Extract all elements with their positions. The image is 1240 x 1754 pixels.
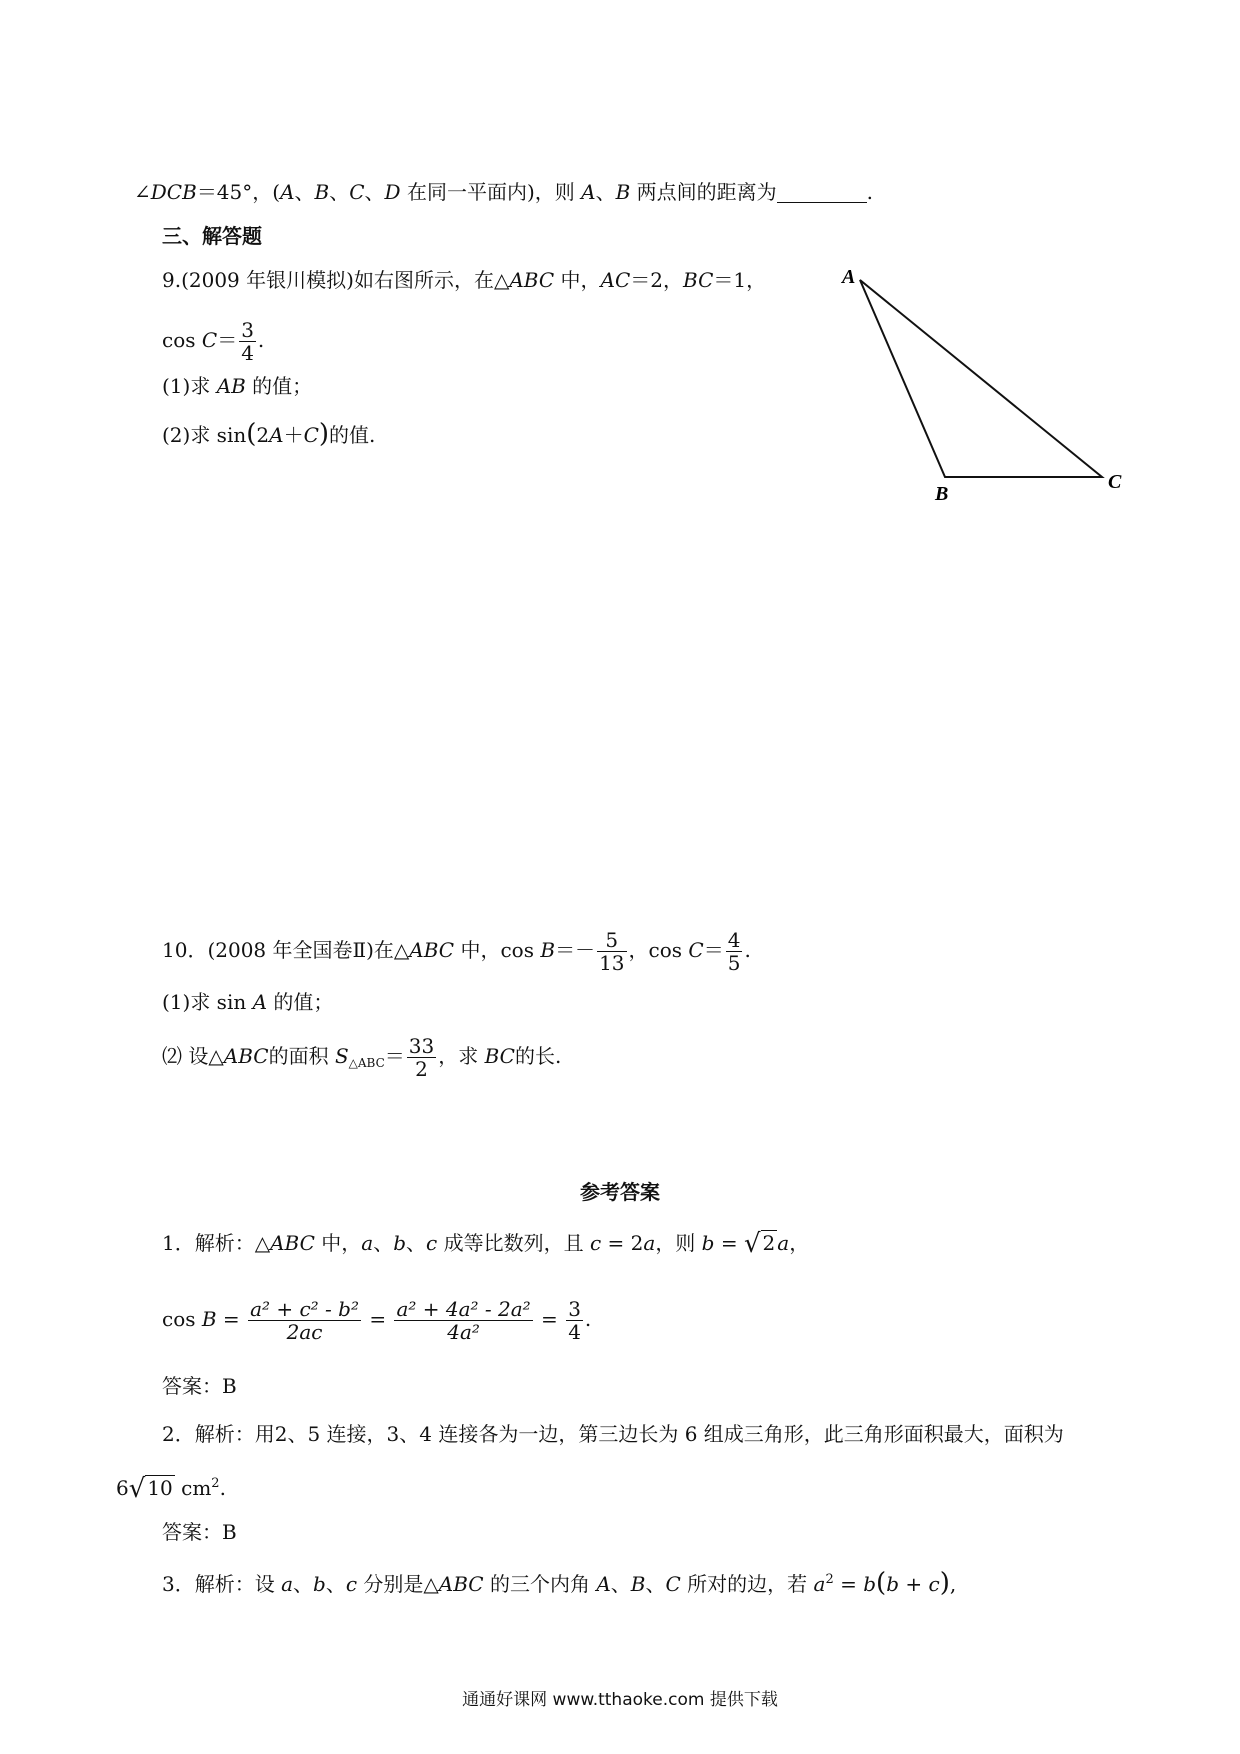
q9-part1 [162, 372, 312, 400]
part1-suffix: 的值； [267, 990, 334, 1014]
q10-part2 [162, 1030, 561, 1089]
var-c: C [349, 180, 365, 204]
sep: 、 [373, 1231, 394, 1255]
sqrt-2 [743, 1229, 777, 1259]
var-a: a [361, 1231, 374, 1255]
sep: 、 [406, 1231, 427, 1255]
var-b: B [314, 180, 330, 204]
plus: ＋ [283, 423, 304, 447]
a3-t2: 的三个内角 [483, 1572, 597, 1596]
sep: 、 [595, 180, 616, 204]
denominator: 4a² [447, 1320, 480, 1344]
vertex-b-label: B [935, 483, 949, 505]
answers-title: 参考答案 [580, 1180, 660, 1204]
fraction-33-2 [407, 1035, 436, 1080]
part1-prefix: (1)求 [162, 374, 217, 398]
eq: ＝ [384, 1044, 405, 1068]
answer-blank [777, 182, 867, 203]
radical-sign: √ [128, 1474, 146, 1504]
var-c: C [201, 328, 218, 352]
triangle-figure [830, 255, 1160, 505]
vertex-a-label: A [842, 266, 856, 288]
radical-sign: √ [743, 1229, 761, 1259]
answer3-line1 [162, 1566, 956, 1598]
var-c: C [665, 1572, 681, 1596]
cos-text: cos [162, 1307, 202, 1331]
comma: , [949, 1572, 957, 1596]
period: . [584, 1307, 592, 1331]
var-s: S [334, 1044, 349, 1068]
denominator: 2 [415, 1057, 428, 1081]
fraction-law-of-cosines [248, 1298, 361, 1343]
a3-t3: 所对的边，若 [680, 1572, 814, 1596]
var-b: b [701, 1231, 715, 1255]
var-a: A [280, 180, 295, 204]
a1-t4: ，则 [655, 1231, 702, 1255]
var-b: b [886, 1572, 900, 1596]
var-c: c [589, 1231, 602, 1255]
cos-text: cos [162, 328, 202, 352]
part2-ask: ，求 [438, 1044, 485, 1068]
part1-prefix: (1)求 sin [162, 990, 253, 1014]
a1-t3: = 2 [601, 1231, 644, 1255]
var-a: A [581, 180, 596, 204]
eq: ＝ [217, 328, 238, 352]
a3-prefix: 3．解析：设 [162, 1572, 282, 1596]
sep: 、 [325, 1572, 346, 1596]
sqrt-10 [128, 1474, 175, 1504]
denominator: 4 [241, 341, 254, 365]
var-ac: AC [600, 268, 631, 292]
paren-close: ) [939, 1568, 950, 1598]
var-b: b [393, 1231, 407, 1255]
eq-neg: ＝－ [555, 938, 596, 962]
denominator: 5 [727, 951, 741, 975]
var-c: C [688, 938, 704, 962]
sep: 、 [645, 1572, 666, 1596]
var-a: a [281, 1572, 294, 1596]
answer1-result: 答案：B [162, 1374, 237, 1398]
period: . [257, 328, 265, 352]
sep: 、 [329, 180, 350, 204]
radicand: 10 [147, 1476, 173, 1500]
part2-prefix: (2)求 sin [162, 423, 247, 447]
sep: 、 [610, 1572, 631, 1596]
q10-prefix: 10．(2008 年全国卷Ⅱ)在△ [162, 938, 410, 962]
var-a: a [643, 1231, 656, 1255]
a1-prefix: 1．解析：△ [162, 1231, 271, 1255]
a1-t5: = [714, 1231, 744, 1255]
q9-part2 [162, 420, 375, 449]
var-abc: ABC [438, 1572, 484, 1596]
answer2-line2 [116, 1470, 226, 1502]
var-c: c [426, 1231, 438, 1255]
q10-part1 [162, 988, 333, 1016]
q9-eq1: ＝1， [713, 268, 767, 292]
part2-prefix: ⑵ 设△ [162, 1044, 224, 1068]
eq: = [833, 1572, 864, 1596]
dcb-line [134, 178, 873, 206]
var-bc: BC [683, 268, 714, 292]
eq: = [216, 1307, 247, 1331]
numerator: a² + c² - b² [250, 1297, 359, 1321]
numerator: 3 [241, 318, 254, 342]
var-c: c [345, 1572, 358, 1596]
distance-text: 两点间的距离为 [630, 180, 777, 204]
subscript-abc: △ABC [348, 1056, 385, 1070]
var-abc: ABC [409, 938, 455, 962]
denominator: 2ac [286, 1320, 323, 1344]
var-b: B [201, 1307, 217, 1331]
var-c: c [928, 1572, 940, 1596]
period: . [219, 1476, 226, 1500]
sep: 、 [294, 180, 315, 204]
a1-t6: ， [789, 1231, 810, 1255]
var-d: D [384, 180, 401, 204]
answer2-result: 答案：B [162, 1520, 237, 1544]
answer1-cos-line [162, 1292, 591, 1346]
unit-cm: cm [174, 1476, 212, 1500]
var-a: A [269, 423, 284, 447]
vertex-c-label: C [1108, 471, 1122, 493]
q10-comma: ，cos [628, 938, 689, 962]
numerator: 3 [568, 1297, 581, 1321]
superscript-2: 2 [211, 1476, 220, 1491]
q9-stem [162, 266, 766, 294]
fraction-4-5 [726, 929, 743, 974]
sep: 、 [293, 1572, 314, 1596]
q9-cos-line [162, 316, 264, 364]
q9-eq2: ＝2， [630, 268, 683, 292]
var-a: a [777, 1231, 790, 1255]
answer1-line1 [162, 1228, 809, 1257]
dcb-eq: ＝45°，( [196, 180, 281, 204]
var-b: b [313, 1572, 326, 1596]
fraction-3-4 [566, 1298, 583, 1343]
q9-mid: 中， [554, 268, 601, 292]
paren-close: ) [318, 419, 330, 449]
var-a: A [596, 1572, 611, 1596]
numerator: 33 [408, 1034, 435, 1058]
a1-t2: 成等比数列，且 [437, 1231, 590, 1255]
eq: ＝ [703, 938, 724, 962]
paren-open: ( [876, 1568, 887, 1598]
var-abc: ABC [270, 1231, 315, 1255]
numerator: 5 [597, 929, 626, 952]
in-plane-text: 在同一平面内)，则 [400, 180, 582, 204]
eq: = [534, 1307, 565, 1331]
numerator: a² + 4a² - 2a² [396, 1297, 531, 1321]
paren-open: ( [246, 419, 257, 449]
var-bc: BC [484, 1044, 515, 1068]
denominator: 13 [599, 951, 625, 975]
var-abc: ABC [509, 268, 555, 292]
coef-2: 2 [256, 423, 270, 447]
fraction-5-13 [597, 929, 626, 974]
var-abc: ABC [223, 1044, 269, 1068]
var-c: C [303, 423, 319, 447]
fraction-substituted [394, 1298, 532, 1343]
page-footer: 通通好课网 www.tthaoke.com 提供下载 [462, 1690, 778, 1710]
var-b: B [540, 938, 556, 962]
radicand: 2 [762, 1231, 776, 1255]
angle-symbol: ∠ [134, 180, 151, 204]
a3-t1: 分别是△ [357, 1572, 439, 1596]
period: . [744, 938, 751, 962]
var-b: B [615, 180, 631, 204]
part2-mid: 的面积 [268, 1044, 335, 1068]
part1-suffix: 的值； [245, 374, 313, 398]
plus: + [899, 1572, 929, 1596]
triangle-shape [860, 280, 1102, 477]
fraction-3-4 [239, 319, 256, 364]
eq: = [363, 1307, 393, 1331]
sep: 、 [364, 180, 385, 204]
coef-6: 6 [116, 1476, 129, 1500]
var-a: a [813, 1572, 826, 1596]
answer2-line1: 2．解析：用2、5 连接，3、4 连接各为一边，第三边长为 6 组成三角形，此三角形面积最大，面积为 [162, 1422, 1064, 1446]
q10-stem [162, 924, 751, 976]
var-b: b [863, 1572, 877, 1596]
var-b: B [630, 1572, 646, 1596]
q10-mid: 中，cos [454, 938, 541, 962]
part2-suffix: 的长. [514, 1044, 562, 1068]
section-title: 三、解答题 [162, 224, 262, 248]
numerator: 4 [727, 928, 741, 952]
var-a: A [252, 990, 268, 1014]
var-ab: AB [216, 374, 246, 398]
a1-t1: 中， [314, 1231, 362, 1255]
part2-suffix: 的值. [329, 423, 376, 447]
period: . [866, 180, 873, 204]
q9-prefix: 9.(2009 年银川模拟)如右图所示，在△ [162, 268, 510, 292]
superscript-2: 2 [825, 1572, 834, 1587]
dcb-label: DCB [150, 180, 197, 204]
denominator: 4 [568, 1320, 581, 1344]
